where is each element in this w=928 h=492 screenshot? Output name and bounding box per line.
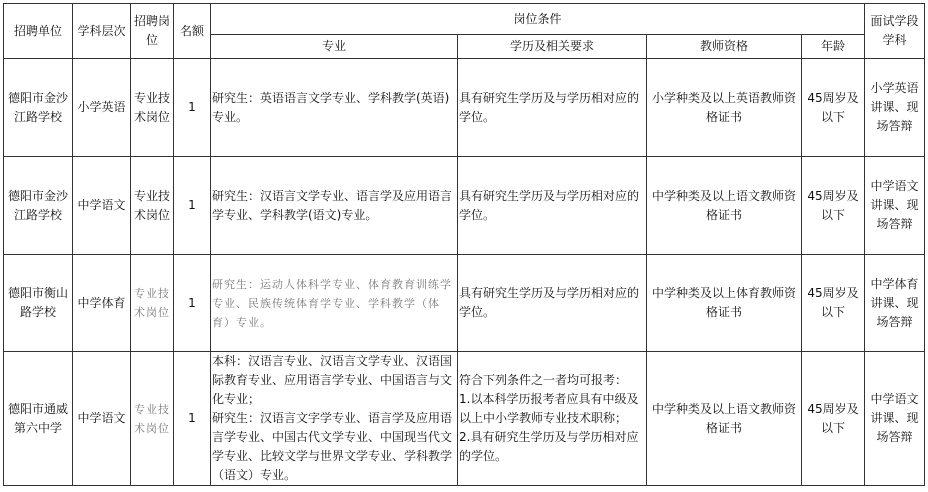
header-quota: 名额 xyxy=(174,4,211,59)
cell-interview: 中学语文讲课、现场答辩 xyxy=(865,352,925,486)
cell-teacher-cert: 中学种类及以上语文教师资格证书 xyxy=(647,157,802,255)
table-row xyxy=(4,255,925,352)
cell-subject-level: 中学语文 xyxy=(73,157,131,255)
cell-age: 45周岁及以下 xyxy=(802,352,865,486)
cell-unit: 德阳市衡山路学校 xyxy=(4,255,73,352)
cell-major: 研究生：汉语言文学专业、语言学及应用语言学专业、学科教学(语文)专业。 xyxy=(211,157,458,255)
header-subject-level: 学科层次 xyxy=(73,4,131,59)
header-interview: 面试学段学科 xyxy=(865,4,925,59)
cell-teacher-cert: 中学种类及以上语文教师资格证书 xyxy=(647,352,802,486)
cell-major: 本科：汉语言专业、汉语言文学专业、汉语国际教育专业、应用语言学专业、中国语言与文化专业； 研究生：汉语言文字学专业、语言学及应用语言学专业、中国古代文学专业、中国现当代文学专业、比较文学与世界文学专业、学科教学（语文）专业。 xyxy=(211,352,458,486)
cell-position: 专业技术岗位 xyxy=(131,255,174,352)
cell-subject-level: 小学英语 xyxy=(73,59,131,157)
cell-major: 研究生：英语语言文学专业、学科教学(英语)专业。 xyxy=(211,59,458,157)
header-education: 学历及相关要求 xyxy=(458,35,647,59)
header-row-top xyxy=(4,4,925,35)
cell-quota: 1 xyxy=(174,157,211,255)
table-row xyxy=(4,157,925,255)
cell-education: 具有研究生学历及与学历相对应的学位。 xyxy=(458,59,647,157)
cell-position: 专业技术岗位 xyxy=(131,157,174,255)
recruitment-table xyxy=(3,3,925,486)
cell-interview: 中学语文讲课、现场答辩 xyxy=(865,157,925,255)
header-major: 专业 xyxy=(211,35,458,59)
cell-quota: 1 xyxy=(174,59,211,157)
cell-unit: 德阳市通威第六中学 xyxy=(4,352,73,486)
header-age: 年龄 xyxy=(802,35,865,59)
cell-unit: 德阳市金沙江路学校 xyxy=(4,59,73,157)
cell-interview: 中学体育讲课、现场答辩 xyxy=(865,255,925,352)
table-row xyxy=(4,59,925,157)
cell-unit: 德阳市金沙江路学校 xyxy=(4,157,73,255)
cell-subject-level: 中学体育 xyxy=(73,255,131,352)
cell-teacher-cert: 小学种类及以上英语教师资格证书 xyxy=(647,59,802,157)
cell-teacher-cert: 中学种类及以上体育教师资格证书 xyxy=(647,255,802,352)
cell-subject-level: 中学语文 xyxy=(73,352,131,486)
cell-position: 专业技术岗位 xyxy=(131,59,174,157)
header-position: 招聘岗位 xyxy=(131,4,174,59)
cell-position: 专业技术岗位 xyxy=(131,352,174,486)
cell-education: 符合下列条件之一者均可报考： 1.以本科学历报考者应具有中级及以上中小学教师专业技术职称； 2.具有研究生学历及与学历相对应的学位。 xyxy=(458,352,647,486)
cell-quota: 1 xyxy=(174,352,211,486)
cell-quota: 1 xyxy=(174,255,211,352)
cell-interview: 小学英语讲课、现场答辩 xyxy=(865,59,925,157)
cell-education: 具有研究生学历及与学历相对应的学位。 xyxy=(458,255,647,352)
header-conditions: 岗位条件 xyxy=(211,4,865,35)
header-unit: 招聘单位 xyxy=(4,4,73,59)
cell-age: 45周岁及以下 xyxy=(802,157,865,255)
cell-age: 45周岁及以下 xyxy=(802,59,865,157)
cell-education: 具有研究生学历及与学历相对应的学位。 xyxy=(458,157,647,255)
cell-major: 研究生：运动人体科学专业、体育教育训练学专业、民族传统体育学专业、学科教学（体育）专业。 xyxy=(211,255,458,352)
header-teacher-cert: 教师资格 xyxy=(647,35,802,59)
cell-age: 45周岁及以下 xyxy=(802,255,865,352)
table-row xyxy=(4,352,925,486)
